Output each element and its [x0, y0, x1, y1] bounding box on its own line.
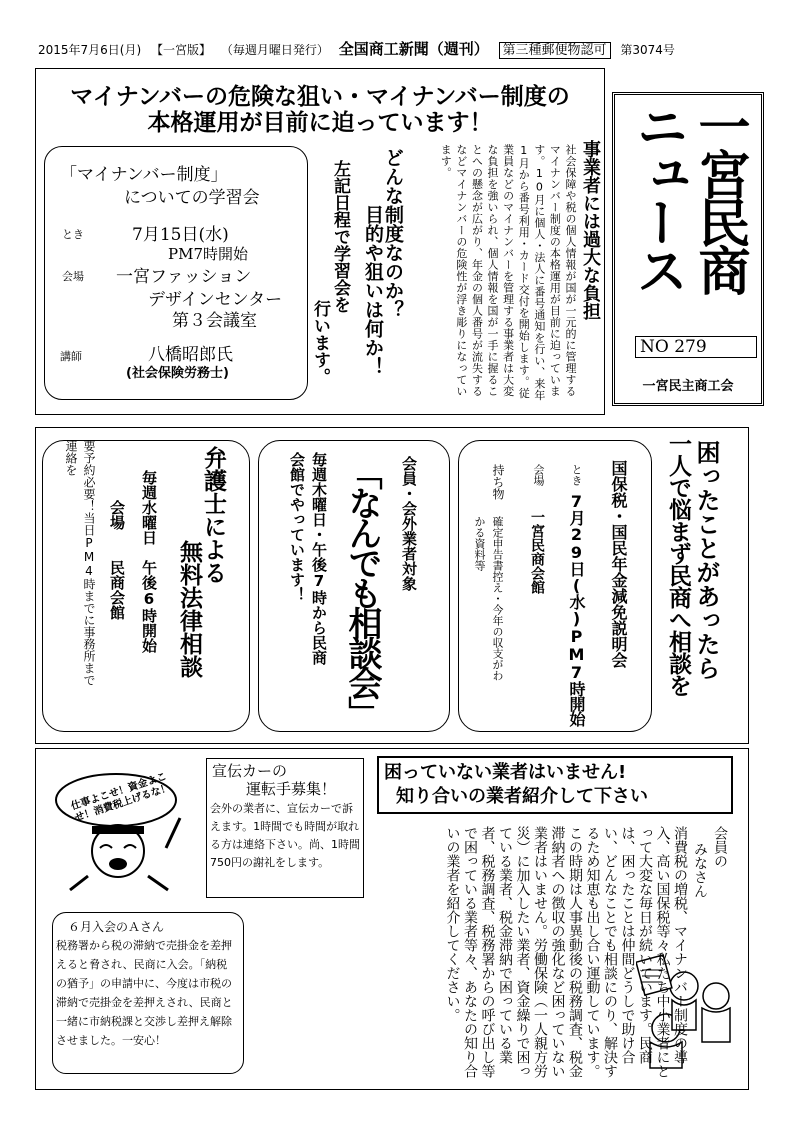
protest-banner-text: 仕事よこせ！資金よこせ！消費税上げるな！: [69, 771, 172, 824]
lawyer-note-1: 要予約必要！当日PM4時までに事務所まで: [82, 440, 96, 686]
kokuho-date-label: とき: [570, 464, 583, 486]
lawyer-note-2: 連絡を: [64, 440, 78, 476]
referral-headline-1: 困っていない業者はいません!: [384, 762, 627, 783]
lawyer-title-2: 無料法律相談: [176, 540, 202, 678]
lead-subhead: 事業者には過大な負担: [580, 140, 601, 320]
header-frequency: （毎週月曜日発行）: [220, 43, 329, 57]
lead-schedule-1: 左記日程で学習会を: [330, 160, 350, 313]
study-title-1: 「マイナンバー制度」: [60, 165, 228, 185]
referral-headline-2: 知り合いの業者紹介して下さい: [396, 786, 648, 807]
study-lecturer-title: (社会保険労務士): [126, 366, 229, 381]
nandemo-target: 会員・会外業者対象: [400, 456, 418, 591]
lead-body: 社会保障や税の個人情報が国が一元的に管理するマイナンバー制度の本格運用が目前に迫っています。10月に個人・法人に番号通知を行い、来年1月から番号利用・カード交付を開始します。従業員などのマイナンバーを管理する事業者は大変な負担を強いられ、個人情報を国が一手に握ることへの懸念が広がり、年金の個人番号が流失するなどマイナンバーの危険性が浮き彫りになっています。: [439, 144, 577, 401]
kokuho-venue: 一宮民商会館: [529, 510, 545, 594]
header-paper: 全国商工新聞（週刊）: [338, 40, 489, 58]
nandemo-title: 「なんでも相談会」: [342, 456, 382, 726]
story-body: 税務署から税の滞納で売掛金を差押えると脅され、民商に入会。「納税の猶予」の申請中に、今度は市税の滞納で売掛金を差押えされ、民商と一緒に市納税課と交渉し差押え解除させました。一安心！: [56, 939, 233, 1047]
study-venue-1: 一宮ファッション: [116, 267, 252, 287]
kokuho-title: 国保税・国民年金減免説明会: [609, 460, 628, 668]
referral-addressee-1: 会員の: [712, 826, 728, 868]
referral-body: 消費税の増税、マイナンバー制度の導入、高い国保税等々私たち中小業者にとって大変な毎日が続いています。民商は、困ったことは仲間どうしで助け合い、どんなことでも相談にのり、解決するため知恵も出し合い運動しています。この時期は人事異動後の税務調査、税金滞納者への徴収の強化など困っていない業者はいません。労働保険（一人親方労災）に加入したい業者、資金繰りで困っている業者、税金滞納で困っている業者、税務調査、税務署からの呼び出し等で困っている業者等々、あなたの知り合いの業者を紹介してください。: [444, 826, 688, 1078]
lawyer-time: 毎週水曜日 午後6時開始: [140, 470, 158, 653]
consult-headline-1: 困ったことがあったら: [692, 440, 720, 680]
masthead-org: 一宮民主商工会: [642, 379, 734, 394]
car-recruit-title-1: 宣伝カーの: [212, 762, 288, 780]
story-title: ６月入会のＡさん: [68, 920, 165, 934]
study-time: PM7時開始: [168, 245, 248, 263]
study-venue-label: 会場: [62, 270, 84, 283]
lead-question-1: どんな制度なのか？: [382, 148, 404, 319]
car-recruit-body: 会外の業者に、宣伝カーで訴えます。1時間でも時間が取れる方は連絡下さい。尚、1時間750円の謝礼をします。: [210, 802, 360, 869]
kokuho-bring-2: かる資料等: [473, 516, 486, 571]
lawyer-venue: 会場 民商会館: [108, 500, 126, 620]
nandemo-body-2: 会館でやっています！: [288, 452, 306, 602]
header-date: 2015年7月6日(月): [38, 43, 142, 57]
study-date-label: とき: [62, 228, 84, 241]
kokuho-date: 7月29日(水)PM7時開始: [567, 492, 586, 726]
lead-headline-1: マイナンバーの危険な狙い・マイナンバー制度の: [70, 84, 570, 110]
header-line: [38, 38, 758, 60]
kokuho-bring-1: 確定申告書控え・今年の収支がわ: [491, 516, 504, 681]
nandemo-body-1: 毎週木曜日・午後7時から民商: [310, 452, 328, 665]
lead-schedule-2: 行います。: [310, 300, 330, 385]
lead-headline-2: 本格運用が目前に迫っています！: [147, 110, 493, 136]
header-issue: 第3074号: [620, 43, 675, 57]
referral-addressee-2: みなさん: [692, 842, 708, 898]
study-date: 7月15日(水): [132, 225, 229, 245]
study-lecturer: 八橋昭郎氏: [148, 345, 233, 365]
car-recruit-title-2: 運転手募集！: [246, 780, 337, 798]
study-venue-2: デザインセンター: [148, 290, 283, 310]
study-title-2: についての学習会: [124, 188, 260, 208]
masthead-title: 一宮民商ニュース: [627, 100, 749, 292]
lead-question-2: 目的や狙いは何か！: [362, 205, 384, 376]
consult-headline-2: 一人で悩まず民商へ相談を: [665, 432, 691, 696]
study-venue-3: 第３会議室: [172, 311, 257, 331]
header-edition: 【一宮版】: [151, 43, 212, 57]
kokuho-venue-label: 会場: [532, 464, 545, 486]
lawyer-title-1: 弁護士による: [200, 446, 226, 584]
kokuho-bring-label: 持ち物: [491, 464, 505, 500]
masthead-number: NO 279: [635, 336, 757, 358]
study-lecturer-label: 講師: [60, 350, 82, 363]
header-permit: 第三種郵便物認可: [499, 42, 611, 59]
